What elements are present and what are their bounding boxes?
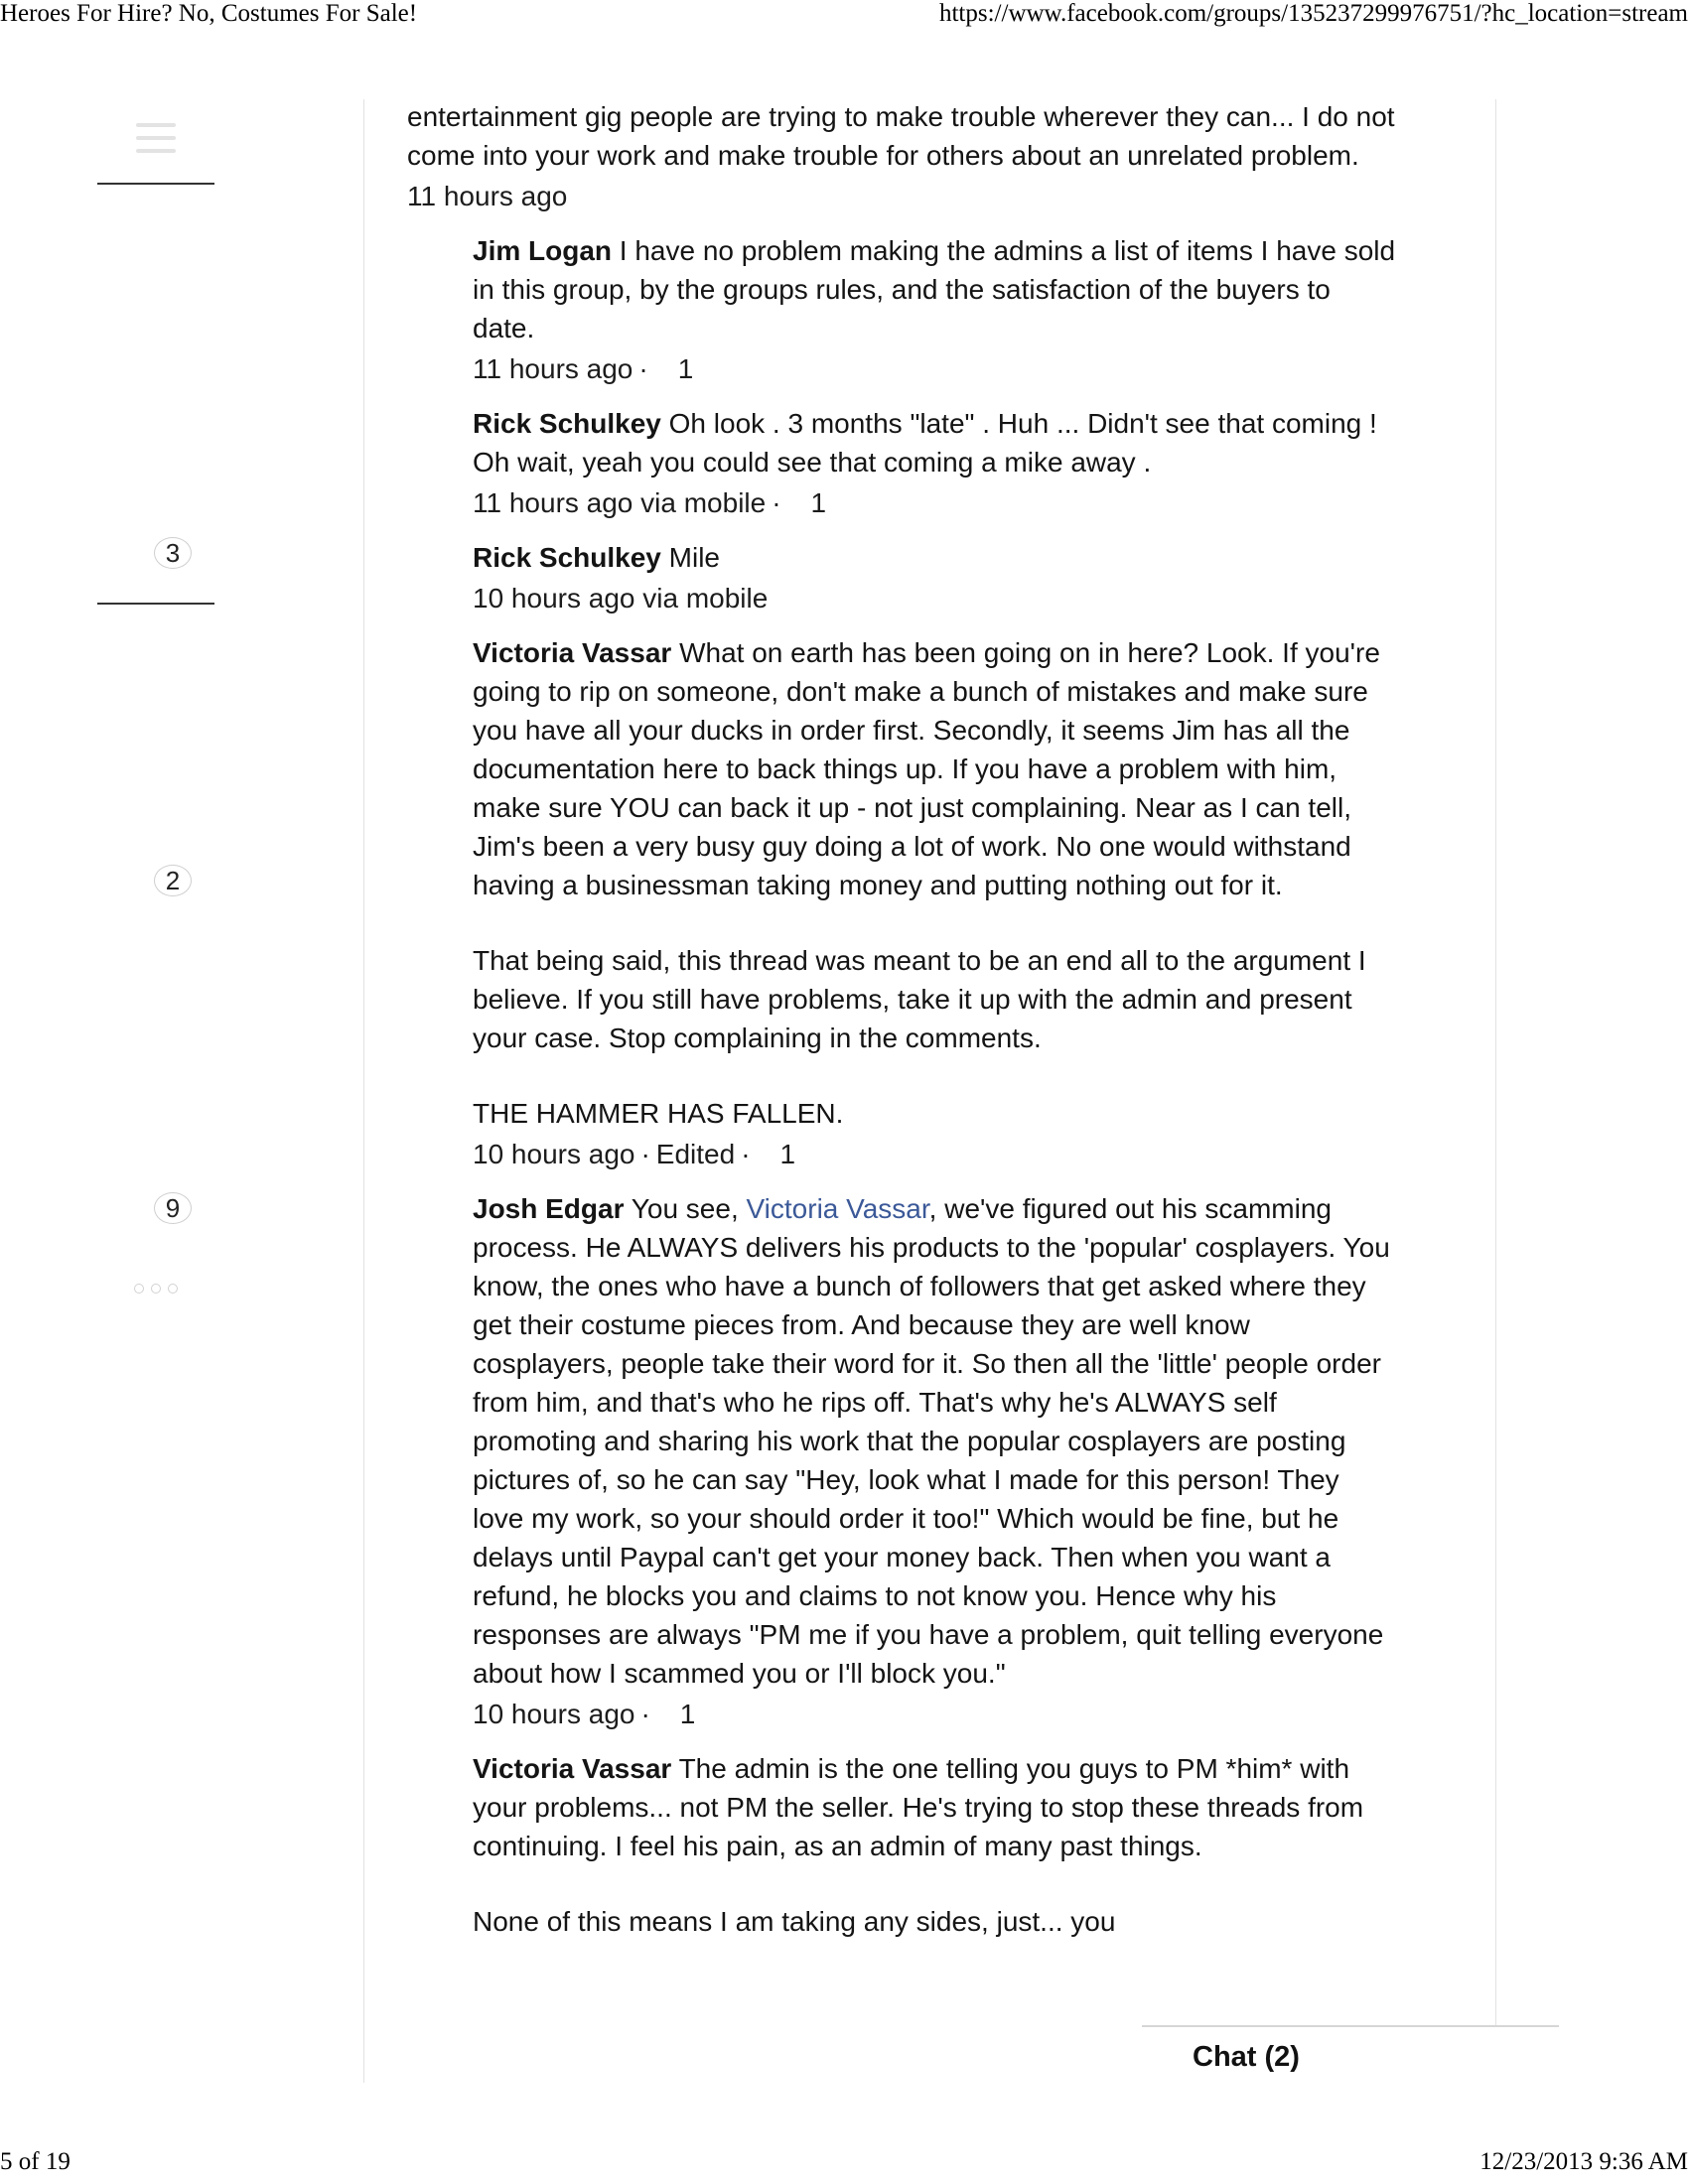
author-link[interactable]: Rick Schulkey [473,408,661,439]
reply-item [473,231,1396,388]
comment-text: entertainment gig people are trying to make trouble wherever they can... I do not come into your work and make trouble for others about an unrelated problem. [407,101,1395,171]
author-link[interactable]: Rick Schulkey [473,542,661,573]
reply-item [473,538,1396,617]
reply-paragraph: None of this means I am taking any sides, just... you [473,1906,1116,1937]
like-count[interactable]: 1 [810,487,827,518]
page-title: Heroes For Hire? No, Costumes For Sale! [0,0,418,27]
reply-meta: 11 hours ago via mobile · 1 [473,487,827,518]
reply-body [473,1749,1396,1865]
reply-meta: 10 hours ago · Edited · 1 [473,1139,796,1169]
comment-meta [407,177,1400,215]
reply-list [473,231,1396,1941]
author-link[interactable]: Josh Edgar [473,1193,625,1224]
timestamp-link[interactable]: 11 hours ago [407,181,568,211]
like-count[interactable]: 1 [679,1699,696,1729]
timestamp-link[interactable]: 11 hours ago via mobile [473,487,767,518]
author-link[interactable]: Victoria Vassar [473,637,672,668]
print-footer [0,2148,1688,2180]
reply-body [473,633,1396,904]
rail-divider [97,183,214,185]
timestamp-link[interactable]: 10 hours ago via mobile [473,583,769,614]
reply-body [473,538,1396,577]
notification-badge[interactable]: 9 [154,1192,192,1224]
notification-badge[interactable]: 3 [154,537,192,569]
reply-item [473,633,1396,1173]
reply-body [473,404,1396,481]
comment-thread [407,97,1400,1957]
reply-item [473,1189,1396,1733]
rail-divider [97,603,214,605]
reply-text: Oh look . 3 months "late" . Huh ... Didn't see that coming ! Oh wait, yeah you could see that coming a mike away . [473,408,1377,478]
reply-body [473,1189,1396,1693]
reply-body [473,231,1396,347]
menu-icon[interactable] [136,121,176,157]
reply-text: I have no problem making the admins a list of items I have sold in this group, by the groups rules, and the satisfaction of the buyers to date. [473,235,1396,343]
column-divider [1495,99,1496,2025]
timestamp-link[interactable]: 11 hours ago [473,353,633,384]
page-number: 5 of 19 [0,2148,70,2175]
reply-text: Mile [668,542,720,573]
reply-text: , we've figured out his scamming process. He ALWAYS delivers his products to the 'popular' cosplayers. You know, the ones who have a bunch of followers that get asked where they get their costume pieces from. And because they are well know cosplayers, people take their word for it. So then all the 'little' people order from him, and that's who he rips off. That's why he's ALWAYS self promoting and sharing his work that the popular cosplayers are posting pictures of, so he can say "Hey, look what I made for this person! They love my work, so your should order it too!" Which would be fine, but he delays until Paypal can't get your money back. Then when you want a refund, he blocks you and claims to not know you. Hence why his responses are always "PM me if you have a problem, quit telling everyone about how I scammed you or I'll block you." [473,1193,1390,1689]
chat-bar[interactable] [1142,2025,1559,2116]
reply-meta [473,579,1396,617]
timestamp-link[interactable]: 10 hours ago [473,1699,635,1729]
left-rail [0,0,258,2105]
reply-paragraph: That being said, this thread was meant to be an end all to the argument I believe. If you still have problems, take it up with the admin and present your case. Stop complaining in the comments. [473,945,1366,1053]
author-link[interactable]: Jim Logan [473,235,613,266]
reply-text: The admin is the one telling you guys to PM *him* with your problems... not PM the seller. He's trying to stop these threads from continuing. I feel his pain, as an admin of many past things. [473,1753,1364,1861]
timestamp-link[interactable]: 10 hours ago [473,1139,635,1169]
reply-item [473,404,1396,522]
reply-text: You see, [631,1193,739,1224]
author-link[interactable]: Victoria Vassar [473,1753,672,1784]
reply-text: What on earth has been going on in here? Look. If you're going to rip on someone, don't make a bunch of mistakes and make sure you have all your ducks in order first. Secondly, it seems Jim has all the documentation here to back things up. If you have a problem with him, make sure YOU can back it up - not just complaining. Near as I can tell, Jim's been a very busy guy doing a lot of work. No one would withstand having a businessman taking money and putting nothing out for it. [473,637,1380,900]
notification-badge[interactable]: 2 [154,865,192,896]
more-icon[interactable] [134,1282,182,1296]
column-divider [363,99,364,2083]
page-url: https://www.facebook.com/groups/135237299976751/?hc_location=stream [938,0,1688,27]
mention-link[interactable]: Victoria Vassar [746,1193,929,1224]
reply-paragraph: THE HAMMER HAS FALLEN. [473,1098,844,1129]
like-count[interactable]: 1 [677,353,694,384]
print-datetime: 12/23/2013 9:36 AM [1479,2148,1688,2175]
reply-meta: 10 hours ago · 1 [473,1699,696,1729]
reply-meta: 11 hours ago · 1 [473,353,694,384]
like-count[interactable]: 1 [779,1139,796,1169]
chat-label[interactable]: Chat (2) [1193,2041,1300,2073]
edited-link[interactable]: Edited [655,1139,736,1169]
reply-item [473,1749,1396,1941]
